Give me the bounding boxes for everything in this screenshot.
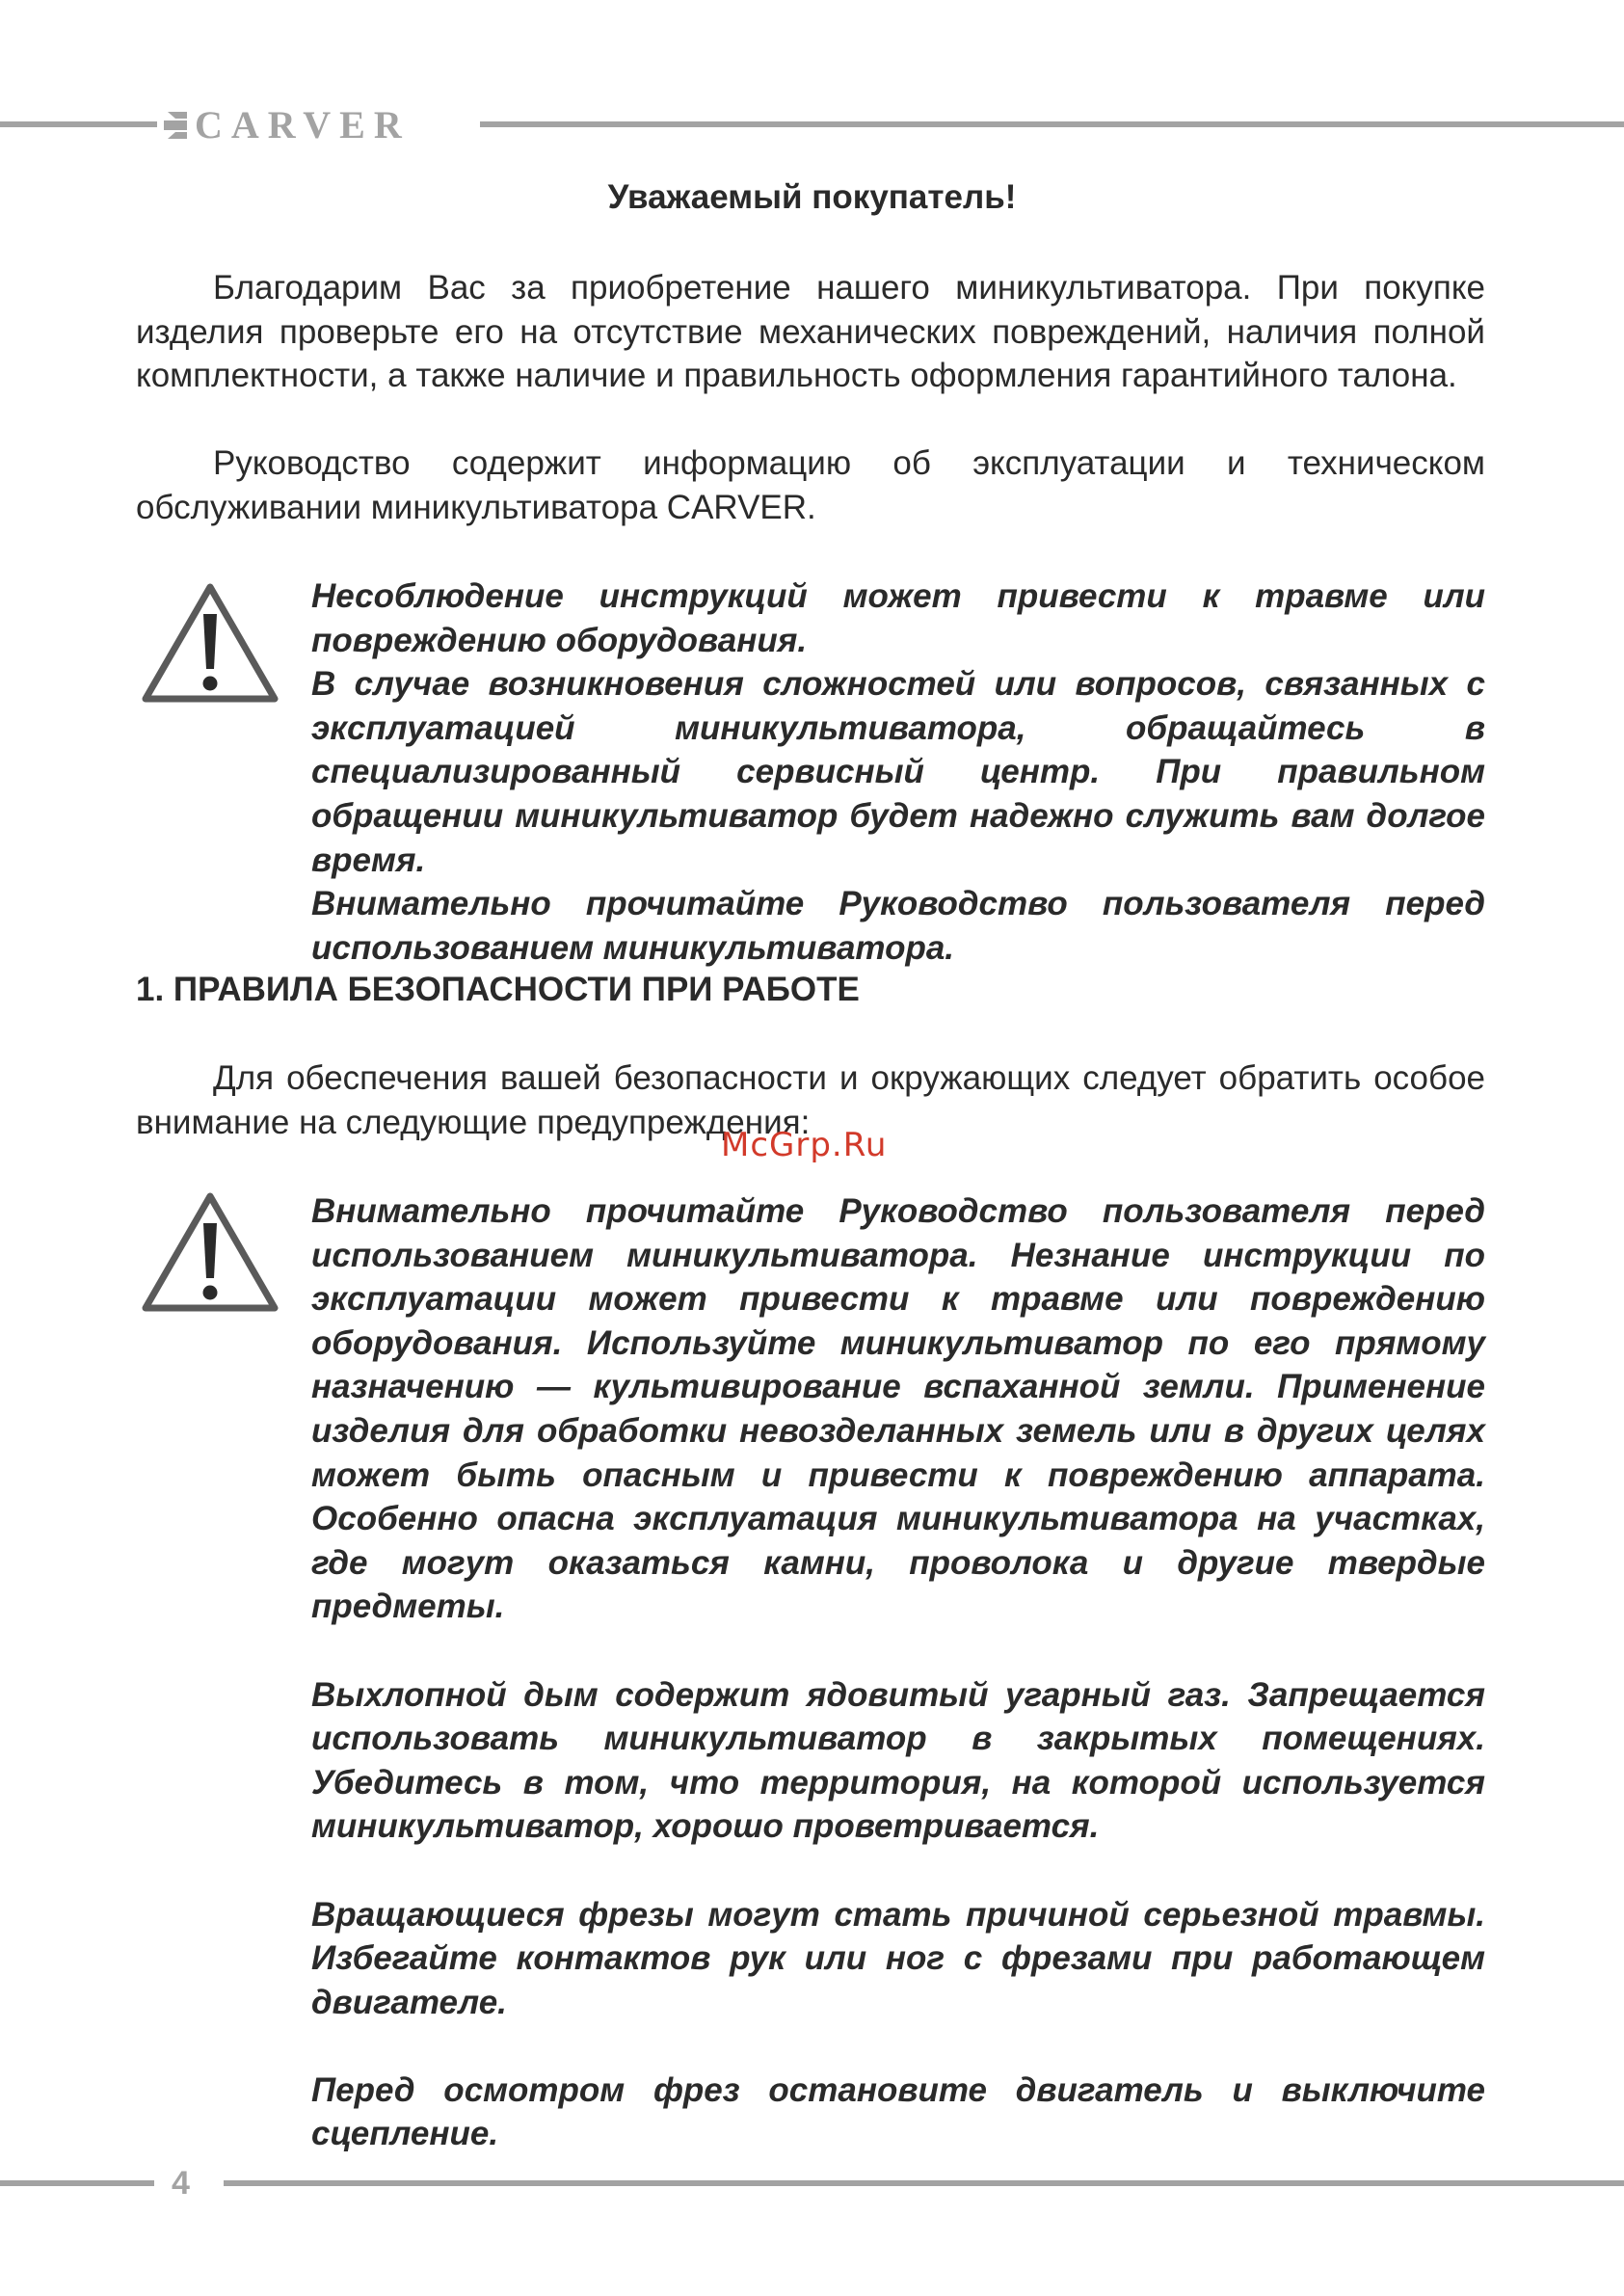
intro-paragraph-2-text: Руководство содержит информацию об эксплуатации и техническом обслуживании миникультиватора CARVER.: [136, 444, 1485, 526]
section-intro-text: Для обеспечения вашей безопасности и окружающих следует обратить особое внимание на следующие предупреждения:: [136, 1059, 1485, 1141]
warning-triangle-icon: [140, 581, 280, 705]
brand-logo: [164, 104, 411, 147]
page-number: 4: [172, 2165, 190, 2202]
notice-line-2: В случае возникновения сложностей или вопросов, связанных с эксплуатацией миникультиватора, обращайтесь в специализированный сервисный центр. При правильном обращении миникультиватор будет надежно служить вам долгое время.: [311, 665, 1485, 879]
logo-mark-icon: [164, 112, 187, 139]
warning-paragraph: Выхлопной дым содержит ядовитый угарный газ. Запрещается использовать миникультиватор в закрытых помещениях. Убедитесь в том, что территория, на которой используется миникультиватор, хорошо проветривается.: [311, 1675, 1485, 1846]
intro-paragraph-1: [136, 266, 1485, 398]
footer-rule-left: [0, 2180, 154, 2186]
notice-line-1: Несоблюдение инструкций может привести к травме или повреждению оборудования.: [311, 577, 1485, 659]
warning-paragraph: Внимательно прочитайте Руководство пользователя перед использованием миникультиватора. Незнание инструкции по эксплуатации может привести к травме или повреждению оборудования. Используйте миникультиватор по его прямому назначению — культивирование вспаханной земли. Применение изделия для обработки невозделанных земель или в других целях может быть опасным и привести к повреждению аппарата. Особенно опасна эксплуатация миникультиватора на участках, где могут оказаться камни, проволока и другие твердые предметы.: [311, 1192, 1485, 1626]
notice-line-3: Внимательно прочитайте Руководство пользователя перед использованием миникультиватора.: [311, 885, 1485, 967]
logo-text: CARVER: [195, 103, 411, 147]
warnings-block: [311, 1189, 1485, 2156]
warning-paragraph: Перед осмотром фрез остановите двигатель и выключите сцепление.: [311, 2070, 1485, 2153]
header-rule-left: [0, 121, 157, 127]
intro-paragraph-1-text: Благодарим Вас за приобретение нашего миникультиватора. При покупке изделия проверьте его на отсутствие механических повреждений, наличия полной комплектности, а также наличие и правильность оформления гарантийного талона.: [136, 269, 1485, 395]
notice-block: [311, 574, 1485, 970]
page-title: Уважаемый покупатель!: [607, 178, 1017, 216]
section-heading: 1. ПРАВИЛА БЕЗОПАСНОСТИ ПРИ РАБОТЕ: [136, 971, 860, 1008]
intro-paragraph-2: [136, 441, 1485, 529]
header-rule-right: [480, 121, 1624, 127]
warning-paragraph: Вращающиеся фрезы могут стать причиной серьезной травмы. Избегайте контактов рук или ног с фрезами при работающем двигателе.: [311, 1895, 1485, 2021]
watermark: McGrp.Ru: [721, 1126, 888, 1164]
footer-rule-right: [224, 2180, 1624, 2186]
warning-triangle-icon: [140, 1190, 280, 1314]
